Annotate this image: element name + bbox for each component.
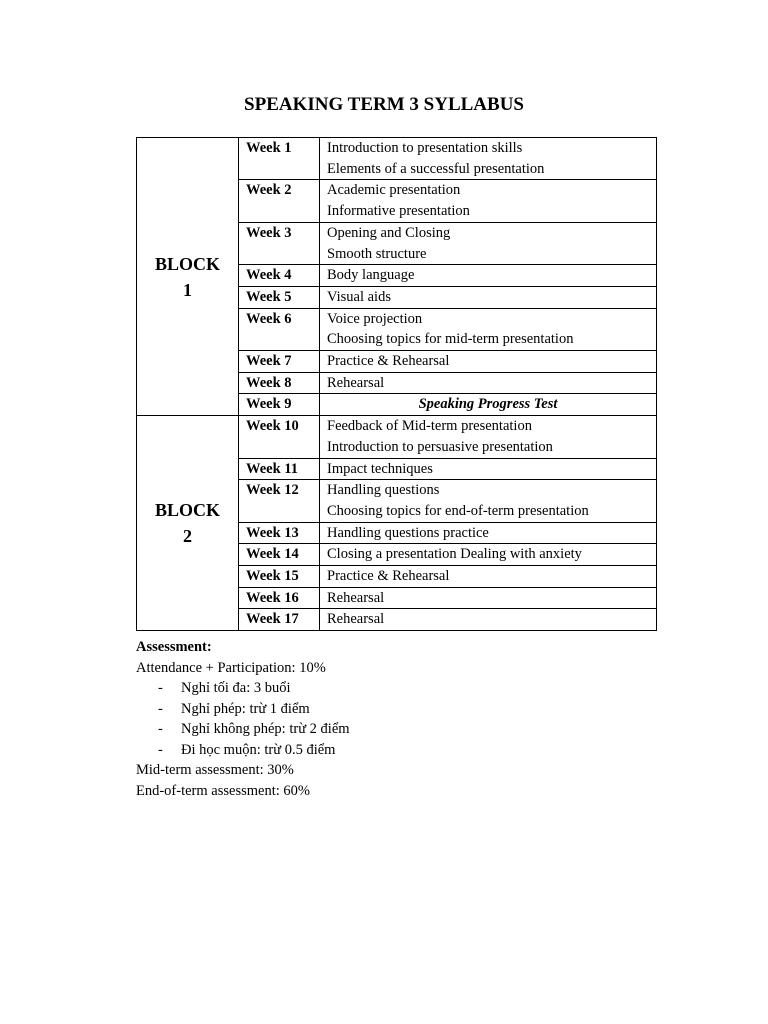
topic-text: Elements of a successful presentation bbox=[327, 160, 545, 177]
topic-text: Impact techniques bbox=[327, 460, 433, 477]
block-label-word: BLOCK bbox=[154, 253, 220, 274]
topic-text: Rehearsal bbox=[327, 611, 385, 628]
assessment-section bbox=[136, 637, 350, 801]
topic-cell bbox=[320, 609, 657, 631]
topic-cell bbox=[320, 587, 657, 609]
topic-cell bbox=[320, 265, 657, 287]
week-label: Week 12 bbox=[239, 480, 320, 522]
topic-text: Opening and Closing bbox=[327, 224, 451, 241]
topic-text: Closing a presentation Dealing with anxiety bbox=[327, 546, 582, 563]
bullet-text: Đi học muộn: trừ 0.5 điểm bbox=[181, 741, 336, 758]
topic-text: Practice & Rehearsal bbox=[327, 568, 450, 585]
week-label: Week 7 bbox=[239, 351, 320, 373]
week-label: Week 1 bbox=[239, 138, 320, 180]
block-label-word: BLOCK bbox=[154, 500, 220, 521]
week-label: Week 16 bbox=[239, 587, 320, 609]
week-label: Week 2 bbox=[239, 180, 320, 222]
bullet-dash: - bbox=[158, 700, 163, 717]
topic-cell bbox=[320, 522, 657, 544]
topic-text: Introduction to presentation skills bbox=[327, 140, 523, 156]
block-label bbox=[137, 416, 239, 631]
topic-text: Rehearsal bbox=[327, 374, 385, 391]
topic-text: Rehearsal bbox=[327, 589, 385, 606]
week-label: Week 9 bbox=[239, 394, 320, 416]
topic-cell bbox=[320, 286, 657, 308]
bullet-dash: - bbox=[158, 680, 163, 696]
week-label: Week 5 bbox=[239, 286, 320, 308]
topic-cell bbox=[320, 138, 657, 180]
topic-text: Practice & Rehearsal bbox=[327, 353, 450, 370]
topic-cell bbox=[320, 180, 657, 222]
bullet-dash: - bbox=[158, 741, 163, 758]
progress-test-cell bbox=[320, 394, 657, 416]
assessment-heading: Assessment: bbox=[136, 639, 212, 655]
list-item bbox=[136, 699, 350, 720]
week-label: Week 10 bbox=[239, 416, 320, 458]
week-label: Week 3 bbox=[239, 222, 320, 264]
topic-text: Speaking Progress Test bbox=[418, 396, 558, 413]
topic-cell bbox=[320, 222, 657, 264]
topic-cell bbox=[320, 566, 657, 588]
list-item bbox=[136, 678, 350, 699]
block-label-number: 2 bbox=[183, 526, 192, 547]
week-label: Week 4 bbox=[239, 265, 320, 287]
topic-text: Handling questions practice bbox=[327, 524, 489, 541]
week-label: Week 17 bbox=[239, 609, 320, 631]
block-label bbox=[137, 138, 239, 416]
topic-text: Informative presentation bbox=[327, 203, 470, 220]
topic-cell bbox=[320, 416, 657, 458]
topic-cell bbox=[320, 480, 657, 522]
block-label-number: 1 bbox=[183, 279, 192, 300]
midterm-line: Mid-term assessment: 30% bbox=[136, 762, 294, 778]
week-label: Week 13 bbox=[239, 522, 320, 544]
week-label: Week 8 bbox=[239, 372, 320, 394]
bullet-text: Nghỉ phép: trừ 1 điểm bbox=[181, 700, 310, 717]
attendance-rules-list bbox=[136, 678, 350, 760]
topic-text: Introduction to persuasive presentation bbox=[327, 438, 553, 455]
topic-text: Choosing topics for end-of-term presentation bbox=[327, 502, 589, 519]
list-item bbox=[136, 740, 350, 761]
page-title: SPEAKING TERM 3 SYLLABUS bbox=[244, 94, 524, 115]
topic-text: Visual aids bbox=[327, 288, 391, 305]
table-row bbox=[137, 138, 657, 180]
topic-text: Smooth structure bbox=[327, 245, 427, 262]
topic-cell bbox=[320, 372, 657, 394]
topic-text: Feedback of Mid-term presentation bbox=[327, 418, 532, 435]
bullet-dash: - bbox=[158, 721, 163, 737]
topic-text: Voice projection bbox=[327, 310, 423, 327]
endterm-line: End-of-term assessment: 60% bbox=[136, 782, 310, 799]
syllabus-table bbox=[136, 137, 657, 631]
topic-text: Academic presentation bbox=[327, 182, 461, 199]
topic-text: Choosing topics for mid-term presentation bbox=[327, 331, 574, 348]
topic-text: Body language bbox=[327, 267, 415, 284]
table-row bbox=[137, 416, 657, 458]
bullet-text: Nghỉ tối đa: 3 buổi bbox=[181, 680, 291, 696]
bullet-text: Nghỉ không phép: trừ 2 điểm bbox=[181, 721, 350, 737]
list-item bbox=[136, 719, 350, 740]
topic-text: Handling questions bbox=[327, 482, 440, 499]
topic-cell bbox=[320, 544, 657, 566]
week-label: Week 6 bbox=[239, 308, 320, 350]
topic-cell bbox=[320, 308, 657, 350]
week-label: Week 15 bbox=[239, 566, 320, 588]
week-label: Week 11 bbox=[239, 458, 320, 480]
week-label: Week 14 bbox=[239, 544, 320, 566]
topic-cell bbox=[320, 351, 657, 373]
attendance-line: Attendance + Participation: 10% bbox=[136, 659, 326, 676]
topic-cell bbox=[320, 458, 657, 480]
